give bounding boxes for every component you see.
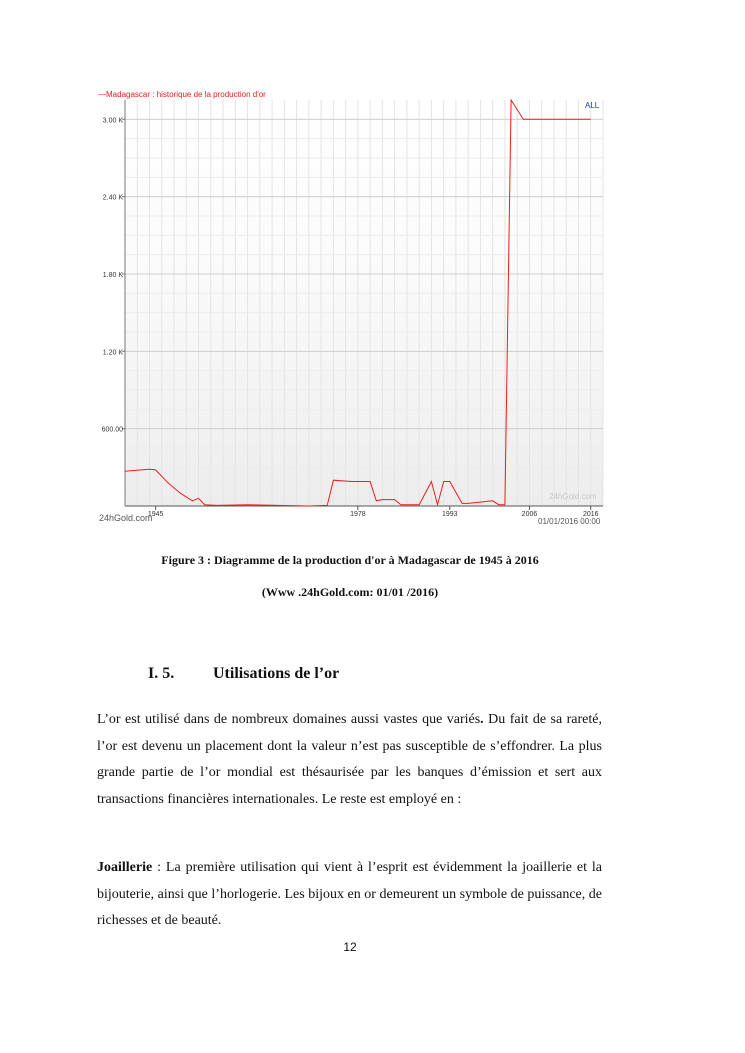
joaillerie-term: Joaillerie (97, 860, 153, 875)
x-tick-label: 2006 (521, 511, 538, 518)
x-tick-label: 1993 (442, 511, 458, 518)
joaillerie-paragraph (97, 855, 602, 935)
intro-period: . (480, 712, 484, 727)
intro-text-1: L’or est utilisé dans de nombreux domaines aussi vastes que variés (97, 712, 481, 727)
y-tick-label: 1.20 K (102, 349, 123, 357)
x-tick-label: 1978 (350, 511, 366, 518)
figure-caption: Figure 3 : Diagramme de la production d'or à Madagascar de 1945 à 2016 (161, 553, 539, 567)
range-all-button[interactable]: ALL (585, 101, 600, 110)
plot-background (125, 100, 603, 506)
x-tick-label: 2016 (582, 511, 599, 518)
source-label: 24hGold.com (99, 513, 153, 523)
x-tick-label: 1945 (147, 511, 164, 518)
chart-title: Madagascar : historique de la production d'or (106, 90, 266, 99)
y-tick-label: 1.80 K (102, 272, 123, 279)
timestamp-label: 01/01/2016 00:00 (538, 517, 601, 526)
page-number: 12 (343, 940, 357, 954)
watermark: 24hGold.com (549, 492, 597, 501)
y-tick-label: 3.00 K (102, 117, 123, 125)
y-tick-label: 600.00 (101, 426, 123, 434)
figure-source: (Www .24hGold.com: 01/01 /2016) (261, 585, 439, 599)
section-number: I. 5. (148, 665, 175, 682)
section-heading (148, 665, 339, 683)
legend-marker: — (98, 90, 106, 99)
gold-production-chart (97, 88, 609, 528)
y-tick-label: 2.40 K (102, 194, 123, 202)
x-ticks (148, 506, 599, 518)
section-title: Utilisations de l’or (213, 665, 340, 682)
chart-svg (97, 88, 609, 528)
joaillerie-text: : La première utilisation qui vient à l’esprit est évidemment la joaillerie et la bijouterie, ainsi que l’horlogerie. Les bijoux en or demeurent un symbole de puissance, de richesses et de beauté. (97, 860, 602, 928)
y-ticks (102, 117, 125, 433)
intro-paragraph (97, 707, 602, 813)
intro-text-2: Du fait de sa rareté, l’or est devenu un placement dont la valeur n’est pas susceptible de s’effondrer. La plus grande partie de l’or mondial est thésaurisée par les banques d’émission et sert aux transactions financières internationales. Le reste est employé en : (97, 712, 602, 807)
